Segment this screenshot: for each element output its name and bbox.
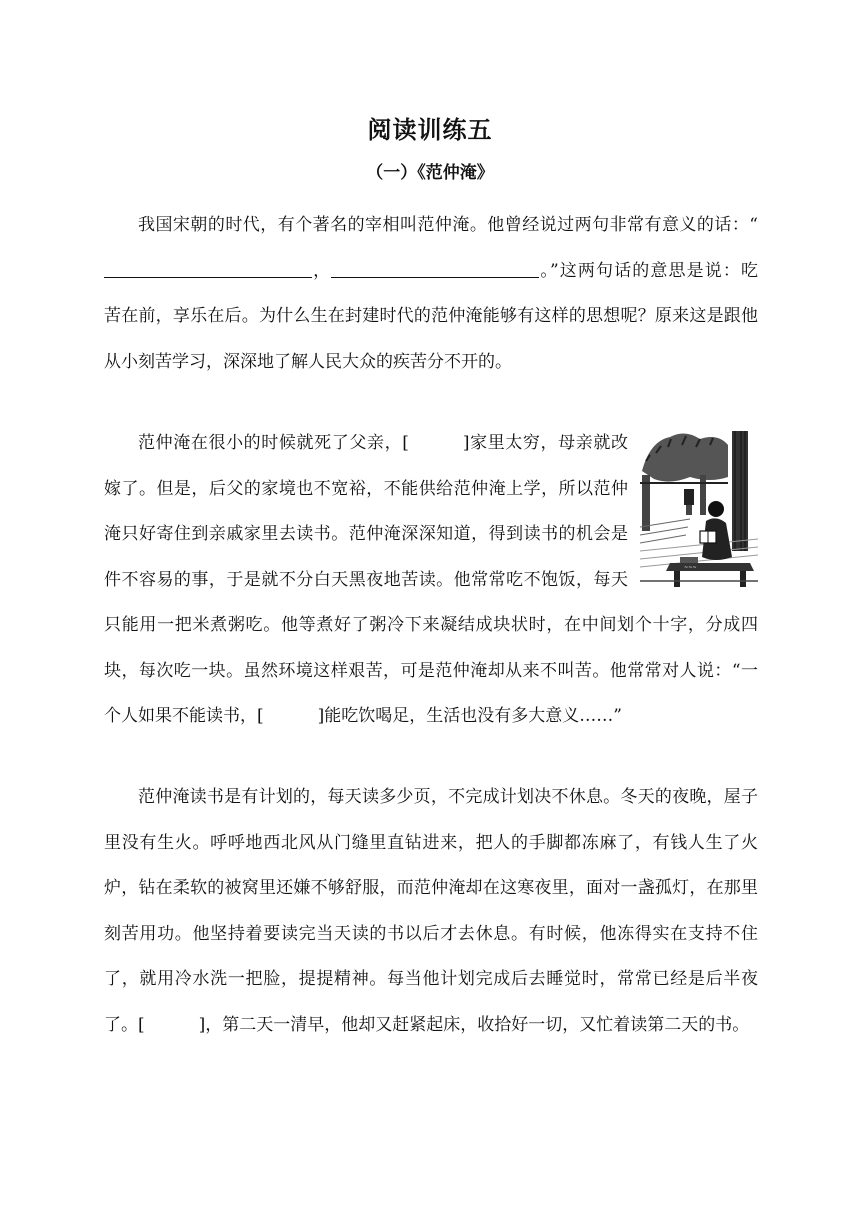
fill-blank-1[interactable]	[104, 260, 312, 278]
paragraph-1	[104, 203, 758, 385]
p3-text-b: ]，第二天一清早，他却又赶紧起床，收拾好一切，又忙着读第二天的书。	[198, 1014, 750, 1035]
passage-subtitle: （一）《范仲淹》	[366, 163, 494, 183]
svg-text:~~~: ~~~	[684, 565, 697, 571]
study-illustration	[640, 431, 758, 589]
paragraph-2	[104, 421, 758, 740]
p2-text-a: 范仲淹在很小的时候就死了父亲，[	[138, 433, 409, 453]
p2-text-b: ]家里太穷，母亲就改嫁了。但是，后父的家境也不宽裕，不能供给范仲淹上学，所以范仲淹只好寄住到亲戚家里去读书。范仲淹深深知道，得到读书的机会是件不容易的事，于是就不分白天黑夜地苦读。他常常吃不饱饭，每天只能用一把米煮粥吃。他等煮好了粥冷下来凝结成块状时，在中间划个十字，分成四块，每次吃一块。虽然环境这样艰苦，可是范仲淹却从来不叫苦。他常常对人说：“一个人如果不能读书，[	[104, 433, 758, 726]
p1-text-b: 。”这两句话的意思是说：吃苦在前，享乐在后。为什么生在封建时代的范仲淹能够有这样的思想呢？原来这是跟他从小刻苦学习，深深地了解人民大众的疾苦分不开的。	[104, 260, 758, 372]
p2-text-c: ]能吃饮喝足，生活也没有多大意义……”	[317, 706, 622, 726]
p3-text-a: 范仲淹读书是有计划的，每天读多少页，不完成计划决不休息。冬天的夜晚，屋子里没有生火。呼呼地西北风从门缝里直钻进来，把人的手脚都冻麻了，有钱人生了火炉，钻在柔软的被窝里还嫌不够舒服，而范仲淹却在这寒夜里，面对一盏孤灯，在那里刻苦用功。他坚持着要读完当天读的书以后才去休息。有时候，他冻得实在支持不住了，就用冷水洗一把脸，提提精神。每当他计划完成后去睡觉时，常常已经是后半夜了。[	[104, 787, 758, 1035]
p1-text-a: 我国宋朝的时代，有个著名的宰相叫范仲淹。他曾经说过两句非常有意义的话：“	[138, 215, 758, 235]
fill-blank-2[interactable]	[331, 260, 539, 278]
page-title: 阅读训练五	[367, 116, 493, 144]
paragraph-3	[104, 775, 758, 1048]
p1-separator: ，	[312, 260, 332, 281]
